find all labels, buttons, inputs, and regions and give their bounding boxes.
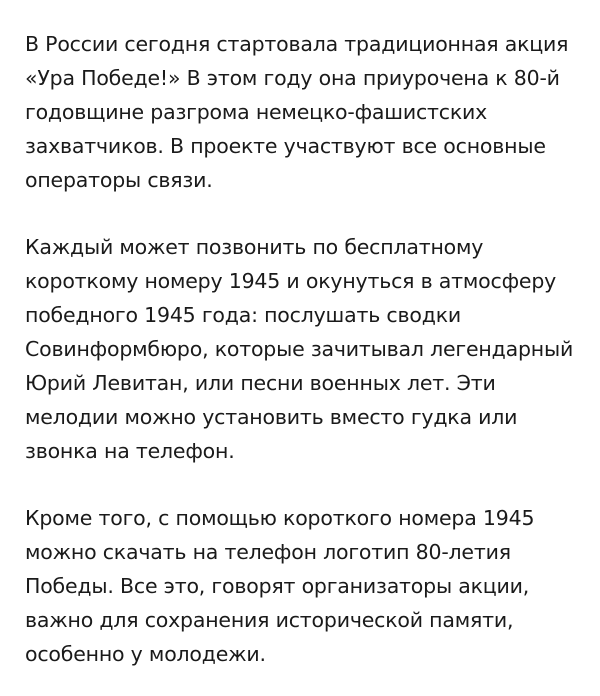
article-paragraph-1: В России сегодня стартовала традиционная акция «Ура Победе!» В этом году она приурочена к 80-й годовщине разгрома немецко-фашистских захватчиков. В проекте участвуют все основные операторы связи. [25, 32, 569, 192]
article-paragraph-3: Кроме того, с помощью короткого номера 1945 можно скачать на телефон логотип 80-летия Победы. Все это, говорят организаторы акции, важно для сохранения исторической памяти, особенно у молодежи. [25, 506, 535, 666]
article-paragraph-2: Каждый может позвонить по бесплатному короткому номеру 1945 и окунуться в атмосферу победного 1945 года: послушать сводки Совинформбюро, которые зачитывал легендарный Юрий Левитан, или песни военных лет. Эти мелодии можно установить вместо гудка или звонка на телефон. [25, 235, 574, 463]
